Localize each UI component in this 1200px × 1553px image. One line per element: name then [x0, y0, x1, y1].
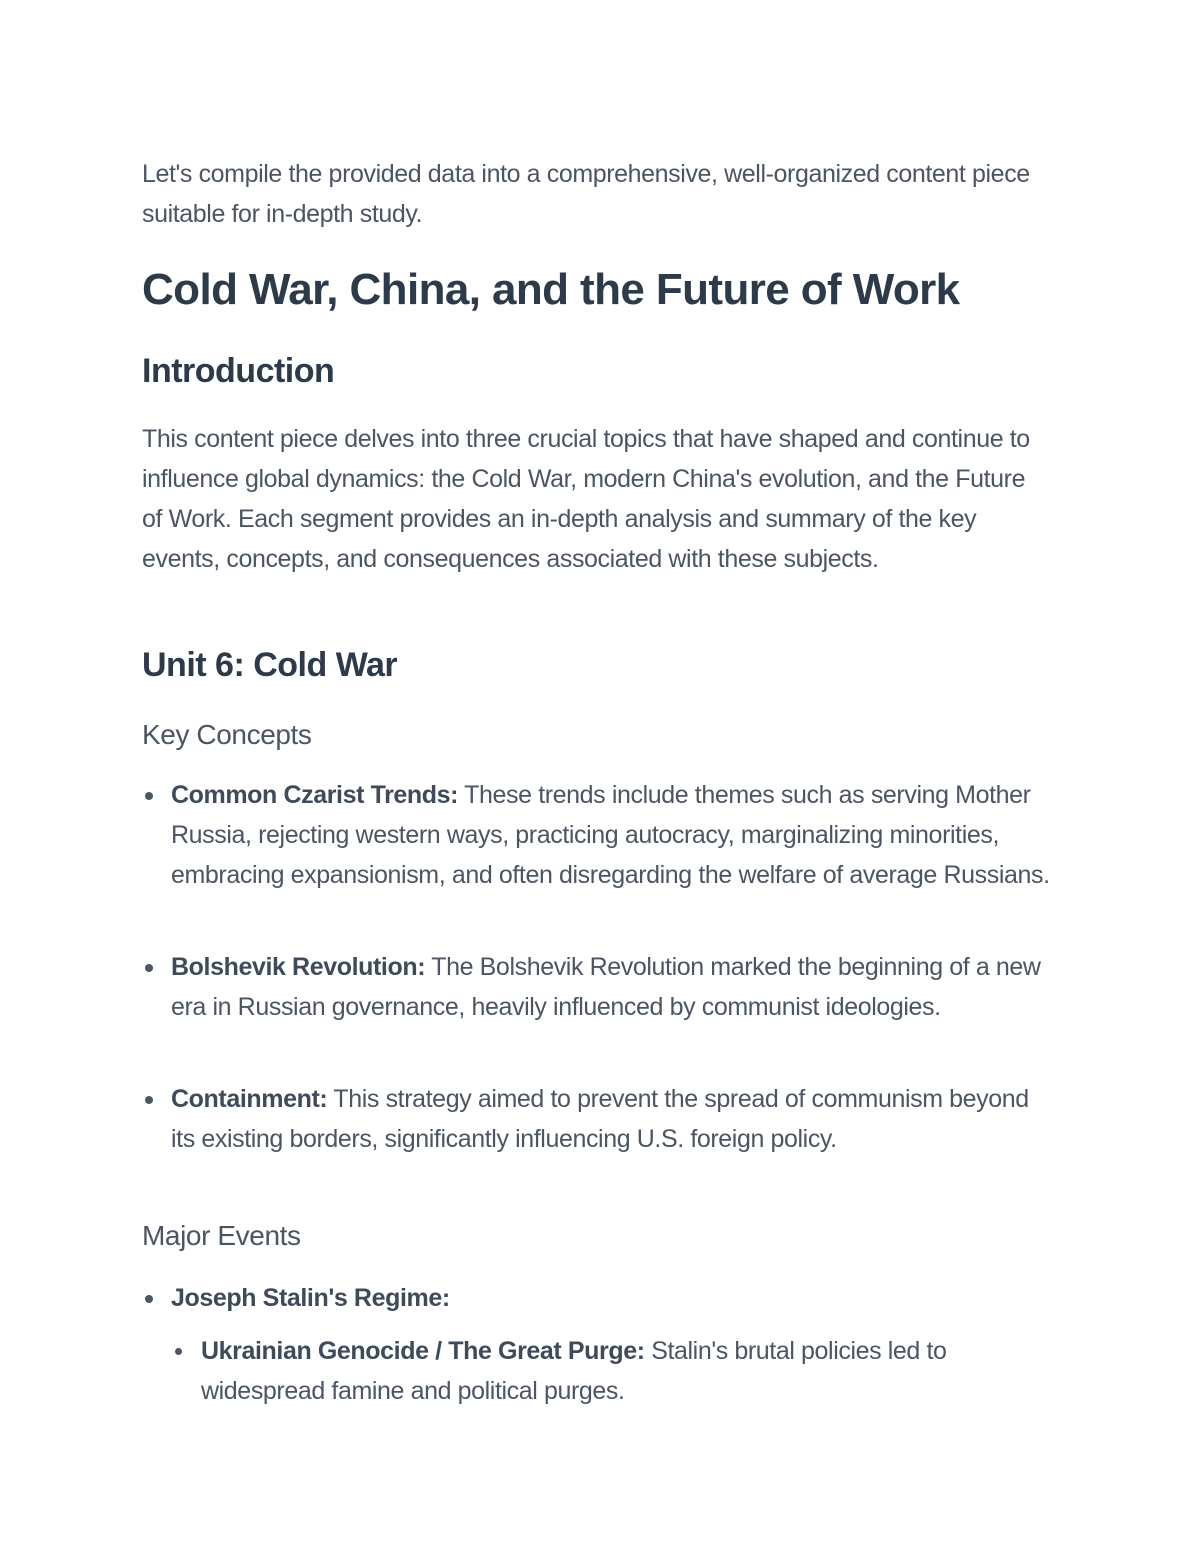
- list-item: [142, 1278, 1052, 1318]
- term: Common Czarist Trends:: [171, 781, 459, 809]
- key-concepts-heading: Key Concepts: [142, 719, 312, 750]
- term: Joseph Stalin's Regime:: [171, 1284, 450, 1312]
- major-events-heading: Major Events: [142, 1220, 301, 1251]
- term: Bolshevik Revolution:: [171, 953, 426, 981]
- list-item: [142, 775, 1052, 895]
- bullet-icon: [145, 792, 153, 800]
- bullet-icon: [175, 1348, 182, 1355]
- bullet-icon: [145, 964, 153, 972]
- description: This strategy aimed to prevent the spread of communism beyond its existing borders, significantly influencing U.S. foreign policy.: [171, 1085, 1029, 1153]
- document-title: Cold War, China, and the Future of Work: [142, 265, 960, 314]
- intro-line: Let's compile the provided data into a comprehensive, well-organized content piece suitable for in-depth study.: [142, 160, 1030, 228]
- description: The Bolshevik Revolution marked the beginning of a new era in Russian governance, heavily influenced by communist ideologies.: [171, 953, 1041, 1021]
- introduction-body: This content piece delves into three crucial topics that have shaped and continue to influence global dynamics: the Cold War, modern China's evolution, and the Future of Work. Each segment provides an in-depth analysis and summary of the key events, concepts, and consequences associated with these subjects.: [142, 425, 1030, 573]
- unit6-heading: Unit 6: Cold War: [142, 646, 398, 684]
- list-item: [142, 947, 1052, 1027]
- introduction-heading: Introduction: [142, 352, 335, 390]
- sub-list-item: [171, 1331, 1051, 1411]
- term: Containment:: [171, 1085, 328, 1113]
- bullet-icon: [145, 1096, 153, 1104]
- bullet-icon: [145, 1295, 153, 1303]
- term: Ukrainian Genocide / The Great Purge:: [201, 1337, 645, 1365]
- list-item: [142, 1079, 1052, 1159]
- description: These trends include themes such as serving Mother Russia, rejecting western ways, practicing autocracy, marginalizing minorities, embracing expansionism, and often disregarding the welfare of average Russians.: [171, 781, 1050, 889]
- description: Stalin's brutal policies led to widespread famine and political purges.: [201, 1337, 947, 1405]
